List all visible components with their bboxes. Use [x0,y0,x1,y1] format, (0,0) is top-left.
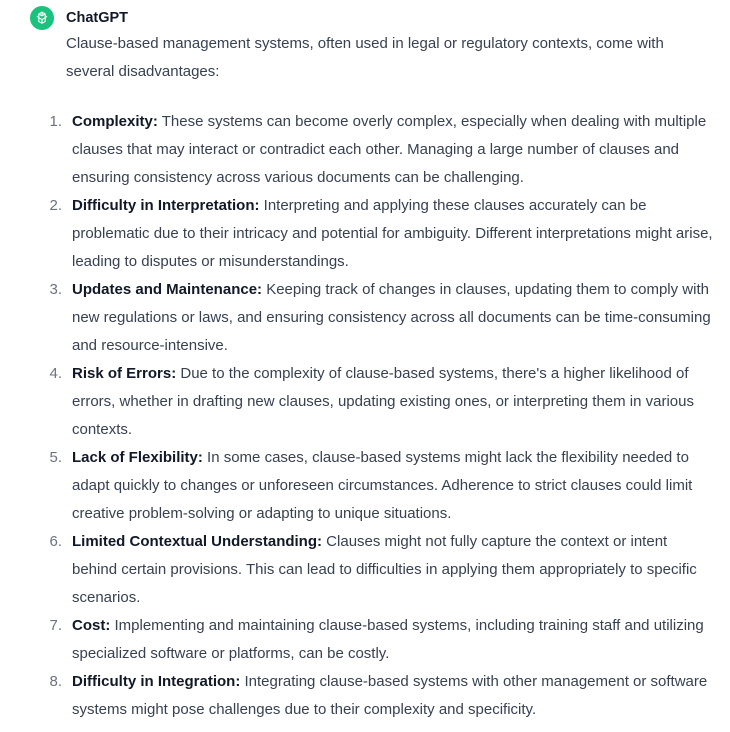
list-number: 8. [49,673,62,690]
item-term: Lack of Flexibility: [72,449,203,466]
chatgpt-avatar [30,6,54,30]
item-term: Complexity: [72,113,158,130]
list-number: 1. [49,113,62,130]
item-text: These systems can become overly complex, especially when dealing with multiple clauses that may interact or contradict each other. Managing a large number of clauses and ensuring consistency across various documents can be challenging. [72,113,707,186]
item-text: Integrating clause-based systems with other management or software systems might pose challenges due to their complexity and specificity. [72,673,708,718]
list-item [49,668,716,724]
item-term: Risk of Errors: [72,365,177,382]
intro-paragraph: Clause-based management systems, often used in legal or regulatory contexts, come with several disadvantages: [66,35,664,80]
list-number: 4. [49,365,62,382]
item-term: Limited Contextual Understanding: [72,533,323,550]
list-item [49,528,716,612]
list-item [49,108,716,192]
item-text: Keeping track of changes in clauses, updating them to comply with new regulations or laws, and ensuring consistency across all documents can be time-consuming and resource-intensive. [72,281,711,354]
list-number: 5. [49,449,62,466]
item-term: Cost: [72,617,111,634]
author-name: ChatGPT [66,10,129,26]
openai-logo-icon [34,10,50,26]
item-text: Due to the complexity of clause-based systems, there's a higher likelihood of errors, whether in drafting new clauses, updating existing ones, or interpreting them in various contexts. [72,365,694,438]
list-item [49,192,716,276]
item-text: Clauses might not fully capture the context or intent behind certain provisions. This can lead to difficulties in applying them appropriately to specific scenarios. [72,533,697,606]
list-item [49,360,716,444]
disadvantages-list [49,108,716,724]
list-number: 6. [49,533,62,550]
item-text: Interpreting and applying these clauses accurately can be problematic due to their intricacy and potential for ambiguity. Different interpretations might arise, leading to disputes or misunderstandings. [72,197,713,270]
list-item [49,276,716,360]
list-item [49,444,716,528]
item-term: Difficulty in Integration: [72,673,241,690]
message-content [49,30,716,724]
list-number: 3. [49,281,62,298]
item-term: Difficulty in Interpretation: [72,197,260,214]
list-number: 7. [49,617,62,634]
list-item [49,612,716,668]
item-text: In some cases, clause-based systems might lack the flexibility needed to adapt quickly to changes or unforeseen circumstances. Adherence to strict clauses could limit creative problem-solving or adapting to unique situations. [72,449,693,522]
item-term: Updates and Maintenance: [72,281,263,298]
list-number: 2. [49,197,62,214]
item-text: Implementing and maintaining clause-based systems, including training staff and utilizing specialized software or platforms, can be costly. [72,617,704,662]
